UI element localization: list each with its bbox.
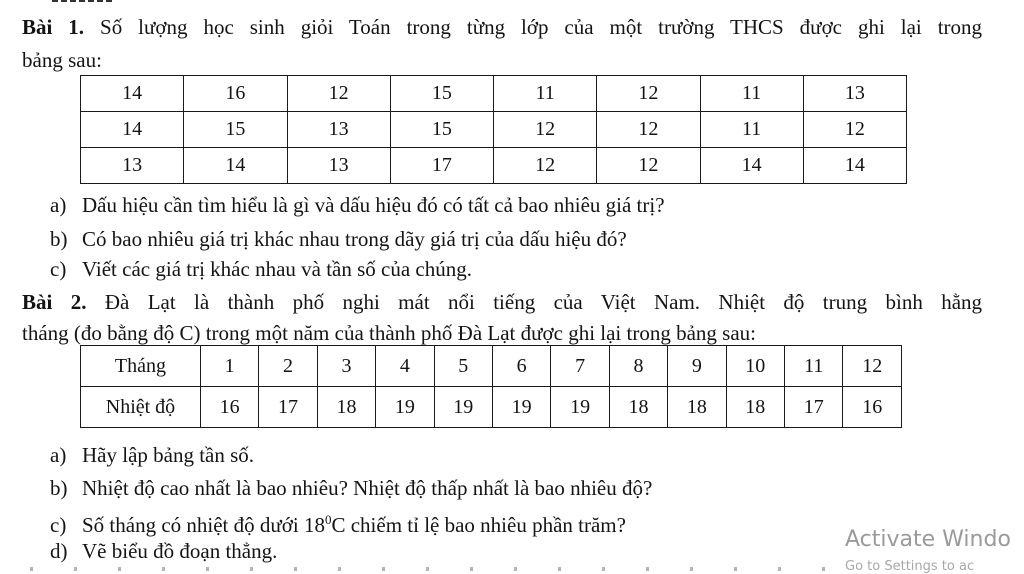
cropped-text-fragment (52, 0, 112, 2)
bai1-heading: Bài 1. (22, 15, 85, 39)
month-cell: 3 (317, 346, 375, 387)
question-letter: d) (50, 539, 68, 563)
table-cell: 12 (597, 112, 700, 148)
bai2-question-a (50, 442, 254, 468)
table-cell: 14 (81, 76, 184, 112)
table-cell: 13 (287, 112, 390, 148)
table-cell: 14 (700, 148, 803, 184)
question-text: Nhiệt độ cao nhất là bao nhiêu? Nhiệt độ thấp nhất là bao nhiêu độ? (82, 476, 653, 500)
table-cell: 12 (494, 112, 597, 148)
bai1-intro-line1 (22, 14, 982, 40)
bai1-question-b (50, 226, 627, 252)
question-text: Số tháng có nhiệt độ dưới 18 (82, 513, 325, 537)
temperature-cell: 16 (200, 387, 258, 428)
table-cell: 13 (287, 148, 390, 184)
question-letter: a) (50, 443, 67, 467)
month-cell: 11 (785, 346, 843, 387)
table-cell: 12 (494, 148, 597, 184)
temperature-cell: 19 (434, 387, 492, 428)
table-cell: 12 (287, 76, 390, 112)
temperature-cell: 17 (259, 387, 317, 428)
question-text: C chiếm tỉ lệ bao nhiêu phần trăm? (331, 513, 626, 537)
temperature-cell: 18 (317, 387, 375, 428)
bai2-question-b (50, 475, 652, 501)
activate-windows-watermark: Activate Windo (845, 527, 1011, 552)
bai2-question-d (50, 538, 277, 564)
bai1-question-a (50, 192, 665, 218)
table-row (81, 387, 902, 428)
temperature-cell: 19 (492, 387, 550, 428)
table-cell: 15 (390, 112, 493, 148)
table-cell: 11 (700, 112, 803, 148)
table-cell: 14 (803, 148, 906, 184)
question-text: Dấu hiệu cần tìm hiểu là gì và dấu hiệu đó có tất cả bao nhiêu giá trị? (82, 193, 665, 217)
table-cell: 13 (803, 76, 906, 112)
bai2-intro-text: Đà Lạt là thành phố nghi mát nổi tiếng của Việt Nam. Nhiệt độ trung bình hằng (104, 290, 983, 314)
table-row (81, 76, 907, 112)
table-cell: 14 (184, 148, 287, 184)
question-letter: b) (50, 227, 68, 251)
month-cell: 12 (843, 346, 902, 387)
question-text: Vẽ biểu đồ đoạn thẳng. (82, 539, 278, 563)
bai2-temperature-table (80, 345, 902, 428)
temperature-cell: 18 (726, 387, 784, 428)
table-cell: 16 (184, 76, 287, 112)
temperature-cell: 19 (376, 387, 434, 428)
question-text: Hãy lập bảng tần số. (82, 443, 255, 467)
table-row (81, 148, 907, 184)
table-cell: 13 (81, 148, 184, 184)
month-cell: 1 (200, 346, 258, 387)
month-cell: 7 (551, 346, 609, 387)
table-cell: 15 (184, 112, 287, 148)
month-cell: 9 (668, 346, 726, 387)
temperature-cell: 18 (609, 387, 667, 428)
temperature-cell: 16 (843, 387, 902, 428)
table-cell: 12 (803, 112, 906, 148)
table-cell: 12 (597, 76, 700, 112)
table-row-label: Nhiệt độ (81, 387, 201, 428)
month-cell: 2 (259, 346, 317, 387)
bai1-question-c (50, 256, 472, 282)
settings-watermark: Go to Settings to ac (845, 559, 975, 574)
question-letter: c) (50, 257, 67, 281)
bai2-question-c (50, 507, 626, 538)
bai2-intro-line2: tháng (đo bằng độ C) trong một năm của thành phố Đà Lạt được ghi lại trong bảng sau: (22, 321, 756, 345)
table-row (81, 346, 902, 387)
question-text: Viết các giá trị khác nhau và tần số của chúng. (82, 257, 472, 281)
cropped-bottom-fragment (30, 567, 830, 571)
month-cell: 10 (726, 346, 784, 387)
question-text: Có bao nhiêu giá trị khác nhau trong dãy giá trị của dấu hiệu đó? (82, 227, 627, 251)
table-row (81, 112, 907, 148)
month-cell: 8 (609, 346, 667, 387)
degree-superscript: 0 (324, 512, 332, 527)
table-cell: 17 (390, 148, 493, 184)
question-letter: b) (50, 476, 68, 500)
question-letter: c) (50, 513, 67, 537)
table-cell: 11 (700, 76, 803, 112)
temperature-cell: 18 (668, 387, 726, 428)
temperature-cell: 19 (551, 387, 609, 428)
month-cell: 4 (376, 346, 434, 387)
table-cell: 15 (390, 76, 493, 112)
question-letter: a) (50, 193, 67, 217)
month-cell: 6 (492, 346, 550, 387)
bai2-heading: Bài 2. (22, 290, 87, 314)
table-row-label: Tháng (81, 346, 201, 387)
table-cell: 11 (494, 76, 597, 112)
bai2-intro-line1 (22, 289, 982, 315)
bai1-intro-line2: bảng sau: (22, 48, 102, 72)
bai1-intro-text: Số lượng học sinh giỏi Toán trong từng lớp của một trường THCS được ghi lại trong (100, 15, 983, 39)
table-cell: 12 (597, 148, 700, 184)
bai1-data-table (80, 75, 907, 184)
temperature-cell: 17 (785, 387, 843, 428)
month-cell: 5 (434, 346, 492, 387)
table-cell: 14 (81, 112, 184, 148)
